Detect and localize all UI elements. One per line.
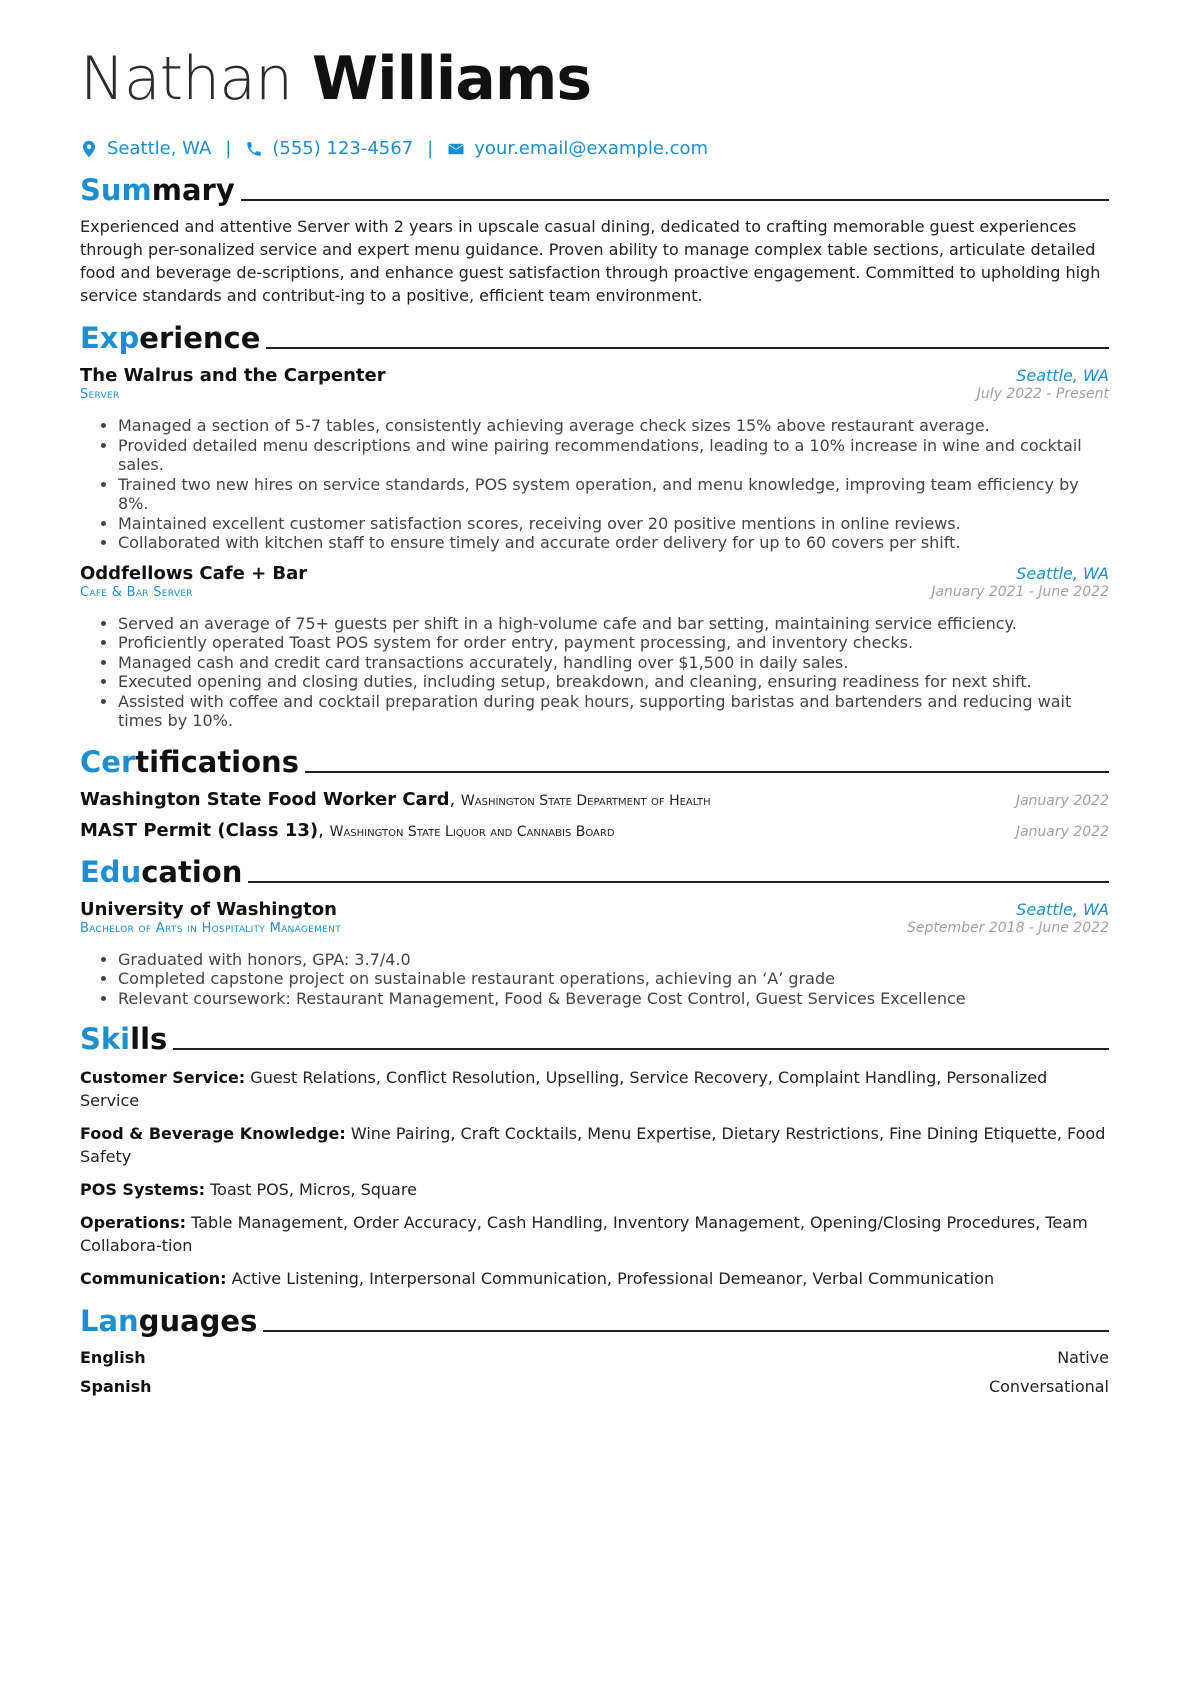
title-accent: Lan bbox=[80, 1304, 139, 1338]
section-divider bbox=[305, 771, 1109, 773]
first-name: Nathan bbox=[80, 44, 292, 114]
skill-label: Communication: bbox=[80, 1269, 227, 1288]
job-dates: July 2022 - Present bbox=[976, 386, 1109, 402]
contact-email[interactable] bbox=[447, 138, 708, 159]
skill-value: Wine Pairing, Craft Cocktails, Menu Expertise, Dietary Restrictions, Fine Dining Etiquette, Food Safety bbox=[80, 1124, 1106, 1166]
section-title bbox=[80, 321, 260, 355]
contact-phone[interactable] bbox=[245, 138, 413, 159]
certifications-heading bbox=[80, 745, 1109, 779]
list-item: • Managed cash and credit card transactions accurately, handling over $1,500 in daily sales. bbox=[118, 653, 1109, 673]
certification-name: MAST Permit (Class 13) bbox=[80, 819, 319, 841]
list-item: • Provided detailed menu descriptions and wine pairing recommendations, leading to a 10% increase in wine and cocktail sales. bbox=[118, 436, 1109, 475]
experience-entry bbox=[80, 365, 1109, 553]
title-rest: guages bbox=[138, 1304, 258, 1338]
list-item: • Proficiently operated Toast POS system for order entry, payment processing, and inventory checks. bbox=[118, 633, 1109, 653]
title-accent: Exp bbox=[80, 321, 140, 355]
title-accent: Ski bbox=[80, 1022, 131, 1056]
skill-label: Customer Service: bbox=[80, 1068, 246, 1087]
location-text: Seattle, WA bbox=[107, 138, 212, 159]
certification-item: Washington State Food Worker Card, Washington State Department of Health January 2022 bbox=[80, 788, 1109, 810]
section-divider bbox=[248, 881, 1109, 883]
section-title bbox=[80, 745, 299, 779]
skill-value: Guest Relations, Conflict Resolution, Upselling, Service Recovery, Complaint Handling, Personalized Service bbox=[80, 1068, 1048, 1110]
summary-text: Experienced and attentive Server with 2 years in upscale casual dining, dedicated to crafting memorable guest experiences through per-sonalized service and expert menu guidance. Proven ability to manage complex table sections, articulate detailed food and beverage de-scriptions, and enhance guest satisfaction through proactive engagement. Committed to upholding high service standards and contribut-ing to a positive, efficient team environment. bbox=[80, 217, 1101, 305]
job-role: Server bbox=[80, 387, 120, 402]
skills-heading bbox=[80, 1022, 1109, 1056]
skill-value: Active Listening, Interpersonal Communication, Professional Demeanor, Verbal Communication bbox=[231, 1269, 995, 1288]
section-title bbox=[80, 173, 235, 207]
list-item: • Maintained excellent customer satisfaction scores, receiving over 20 positive mentions in online reviews. bbox=[118, 514, 1109, 534]
skill-row bbox=[80, 1122, 1109, 1168]
certification-name: Washington State Food Worker Card bbox=[80, 788, 450, 810]
skill-label: Food & Beverage Knowledge: bbox=[80, 1124, 346, 1143]
section-divider bbox=[266, 347, 1109, 349]
company-name: The Walrus and the Carpenter bbox=[80, 365, 386, 386]
education-dates: September 2018 - June 2022 bbox=[907, 919, 1109, 936]
job-bullets bbox=[80, 614, 1109, 731]
certification-issuer: Washington State Department of Health bbox=[460, 792, 711, 809]
title-rest: erience bbox=[139, 321, 261, 355]
languages-heading bbox=[80, 1304, 1109, 1338]
list-item: • Managed a section of 5-7 tables, consistently achieving average check sizes 15% above restaurant average. bbox=[118, 416, 1109, 436]
education-heading bbox=[80, 855, 1109, 889]
contact-location bbox=[80, 138, 211, 159]
job-location: Seattle, WA bbox=[1016, 366, 1109, 385]
title-rest: mary bbox=[151, 173, 235, 207]
title-rest: tifications bbox=[135, 744, 299, 779]
map-marker-icon bbox=[80, 140, 98, 158]
section-title bbox=[80, 1022, 167, 1056]
title-rest: lls bbox=[130, 1022, 168, 1056]
section-divider bbox=[173, 1048, 1109, 1050]
title-accent: Cer bbox=[80, 744, 136, 779]
degree: Bachelor of Arts in Hospitality Management bbox=[80, 920, 342, 936]
skill-value: Table Management, Order Accuracy, Cash Handling, Inventory Management, Opening/Closing Procedures, Team Collabora-tion bbox=[80, 1213, 1088, 1255]
certification-issuer: Washington State Liquor and Cannabis Board bbox=[329, 823, 615, 840]
title-accent: Sum bbox=[80, 173, 152, 207]
envelope-icon bbox=[447, 140, 465, 158]
list-item: • Served an average of 75+ guests per shift in a high-volume cafe and bar setting, maintaining service efficiency. bbox=[118, 614, 1109, 634]
skill-row bbox=[80, 1178, 1109, 1201]
list-item: • Executed opening and closing duties, including setup, breakdown, and cleaning, ensuring readiness for next shift. bbox=[118, 672, 1109, 692]
list-item: • Completed capstone project on sustainable restaurant operations, achieving an ‘A’ grade bbox=[118, 969, 1109, 989]
skill-row bbox=[80, 1211, 1109, 1257]
language-name: Spanish bbox=[80, 1377, 152, 1396]
phone-icon bbox=[245, 140, 263, 158]
skill-label: POS Systems: bbox=[80, 1180, 205, 1199]
list-item: • Collaborated with kitchen staff to ensure timely and accurate order delivery for up to 60 covers per shift. bbox=[118, 533, 1109, 553]
list-item: • Graduated with honors, GPA: 3.7/4.0 bbox=[118, 950, 1109, 970]
title-rest: cation bbox=[141, 854, 243, 889]
certification-item: MAST Permit (Class 13), Washington State Liquor and Cannabis Board January 2022 bbox=[80, 819, 1109, 841]
job-role: Cafe & Bar Server bbox=[80, 584, 193, 600]
language-name: English bbox=[80, 1348, 146, 1367]
job-dates: January 2021 - June 2022 bbox=[931, 583, 1109, 600]
job-location: Seattle, WA bbox=[1016, 563, 1109, 583]
contact-separator: | bbox=[225, 138, 232, 159]
section-title bbox=[80, 855, 242, 889]
school-name: University of Washington bbox=[80, 898, 337, 920]
language-row bbox=[80, 1377, 1109, 1396]
skill-row bbox=[80, 1267, 1109, 1290]
list-item: • Relevant coursework: Restaurant Management, Food & Beverage Cost Control, Guest Services Excellence bbox=[118, 989, 1109, 1009]
candidate-name bbox=[80, 44, 1109, 114]
skill-value: Toast POS, Micros, Square bbox=[210, 1180, 417, 1199]
education-entry bbox=[80, 899, 1109, 1009]
school-location: Seattle, WA bbox=[1016, 899, 1109, 919]
job-bullets bbox=[80, 416, 1109, 553]
phone-text: (555) 123-4567 bbox=[272, 138, 414, 159]
language-level: Native bbox=[1057, 1348, 1109, 1367]
certification-date: January 2022 bbox=[1015, 792, 1109, 809]
list-item: • Assisted with coffee and cocktail preparation during peak hours, supporting baristas and bartenders and reducing wait times by 10%. bbox=[118, 692, 1109, 731]
skill-label: Operations: bbox=[80, 1213, 187, 1232]
title-accent: Edu bbox=[80, 854, 142, 889]
experience-entry bbox=[80, 563, 1109, 731]
section-title bbox=[80, 1304, 257, 1338]
summary-heading bbox=[80, 173, 1109, 207]
language-level: Conversational bbox=[988, 1377, 1109, 1396]
email-link[interactable]: your.email@example.com bbox=[474, 138, 709, 159]
experience-heading bbox=[80, 321, 1109, 355]
contact-separator: | bbox=[427, 138, 434, 159]
contact-bar bbox=[80, 138, 1109, 159]
education-bullets bbox=[80, 950, 1109, 1009]
company-name: Oddfellows Cafe + Bar bbox=[80, 562, 308, 584]
list-item: • Trained two new hires on service standards, POS system operation, and menu knowledge, improving team efficiency by 8%. bbox=[118, 475, 1109, 514]
certification-date: January 2022 bbox=[1015, 823, 1109, 840]
skill-row bbox=[80, 1066, 1109, 1112]
section-divider bbox=[241, 199, 1109, 201]
last-name: Williams bbox=[311, 44, 592, 114]
section-divider bbox=[263, 1330, 1109, 1332]
language-row bbox=[80, 1348, 1109, 1367]
